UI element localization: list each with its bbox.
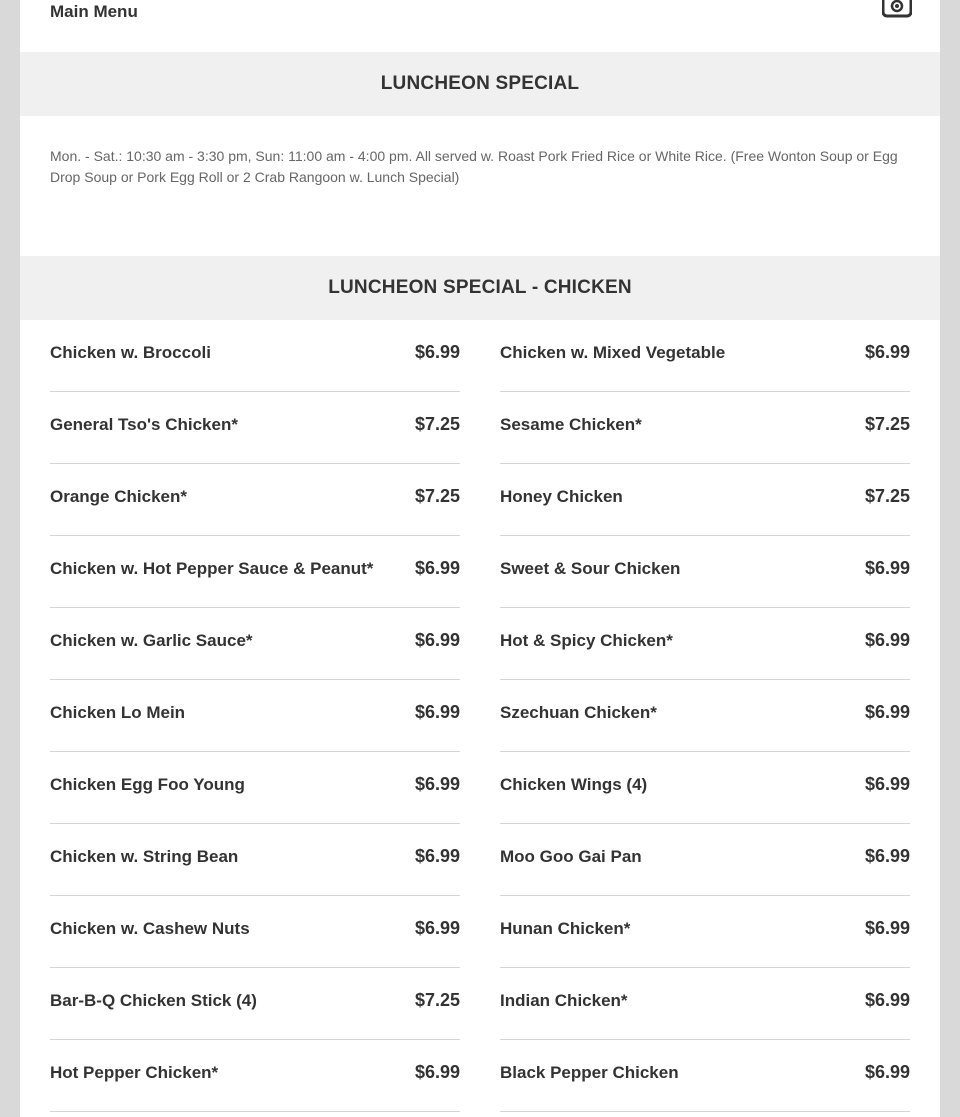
menu-item[interactable] — [500, 392, 910, 464]
menu-item-grid — [20, 320, 940, 1112]
item-name: General Tso's Chicken* — [50, 414, 238, 434]
menu-item[interactable] — [50, 608, 460, 680]
main-menu-title[interactable]: Main Menu — [50, 2, 138, 21]
item-price: $7.25 — [864, 486, 910, 506]
item-name: Chicken w. Mixed Vegetable — [500, 342, 726, 362]
item-price: $6.99 — [414, 558, 460, 578]
item-name: Hot & Spicy Chicken* — [500, 630, 673, 650]
item-price: $6.99 — [414, 342, 460, 362]
menu-item[interactable] — [500, 680, 910, 752]
luncheon-special-description: Mon. - Sat.: 10:30 am - 3:30 pm, Sun: 11:00 am - 4:00 pm. All served w. Roast Pork Fried Rice or White Rice. (Free Wonton Soup or Egg Drop Soup or Pork Egg Roll or 2 Crab Rangoon w. Lunch Special) — [50, 148, 898, 185]
menu-item[interactable] — [50, 464, 460, 536]
item-name: Black Pepper Chicken — [500, 1062, 679, 1082]
item-price: $6.99 — [864, 774, 910, 794]
item-name: Orange Chicken* — [50, 486, 187, 506]
menu-item[interactable] — [500, 896, 910, 968]
menu-item[interactable] — [500, 608, 910, 680]
menu-item[interactable] — [500, 968, 910, 1040]
item-name: Indian Chicken* — [500, 990, 628, 1010]
item-price: $7.25 — [864, 414, 910, 434]
menu-item[interactable] — [50, 320, 460, 392]
item-name: Chicken Egg Foo Young — [50, 774, 245, 794]
item-price: $6.99 — [864, 558, 910, 578]
menu-page — [20, 0, 940, 1117]
item-name: Moo Goo Gai Pan — [500, 846, 642, 866]
item-price: $7.25 — [414, 414, 460, 434]
item-price: $6.99 — [864, 1062, 910, 1082]
item-name: Chicken Wings (4) — [500, 774, 648, 794]
section-title: LUNCHEON SPECIAL - CHICKEN — [328, 277, 632, 298]
item-price: $6.99 — [864, 702, 910, 722]
item-price: $6.99 — [414, 774, 460, 794]
menu-item[interactable] — [50, 392, 460, 464]
item-price: $6.99 — [414, 1062, 460, 1082]
menu-item[interactable] — [500, 1040, 910, 1112]
item-price: $6.99 — [864, 846, 910, 866]
item-name: Chicken Lo Mein — [50, 702, 186, 722]
luncheon-chicken-header — [20, 256, 940, 320]
item-price: $6.99 — [414, 846, 460, 866]
item-price: $6.99 — [864, 918, 910, 938]
item-name: Hunan Chicken* — [500, 918, 631, 938]
menu-item[interactable] — [500, 536, 910, 608]
item-price: $7.25 — [414, 486, 460, 506]
item-name: Bar-B-Q Chicken Stick (4) — [50, 990, 257, 1010]
item-price: $6.99 — [414, 702, 460, 722]
menu-item[interactable] — [50, 536, 460, 608]
item-price: $6.99 — [864, 342, 910, 362]
menu-item[interactable] — [50, 824, 460, 896]
item-price: $6.99 — [864, 990, 910, 1010]
camera-icon[interactable] — [882, 0, 912, 18]
item-name: Hot Pepper Chicken* — [50, 1062, 219, 1082]
item-name: Szechuan Chicken* — [500, 702, 657, 722]
item-name: Chicken w. String Bean — [50, 846, 239, 866]
item-name: Chicken w. Hot Pepper Sauce & Peanut* — [50, 558, 374, 578]
menu-item[interactable] — [50, 968, 460, 1040]
item-name: Honey Chicken — [500, 486, 623, 506]
menu-item[interactable] — [500, 752, 910, 824]
section-title: LUNCHEON SPECIAL — [380, 73, 580, 94]
item-name: Chicken w. Broccoli — [50, 342, 211, 362]
luncheon-special-header — [20, 52, 940, 116]
menu-item[interactable] — [500, 824, 910, 896]
top-bar — [20, 0, 940, 52]
item-name: Chicken w. Cashew Nuts — [50, 918, 250, 938]
item-name: Sesame Chicken* — [500, 414, 642, 434]
item-price: $6.99 — [414, 918, 460, 938]
menu-item[interactable] — [50, 896, 460, 968]
item-price: $6.99 — [864, 630, 910, 650]
menu-item[interactable] — [50, 1040, 460, 1112]
menu-item[interactable] — [50, 680, 460, 752]
item-name: Chicken w. Garlic Sauce* — [50, 630, 253, 650]
item-name: Sweet & Sour Chicken — [500, 558, 681, 578]
item-price: $6.99 — [414, 630, 460, 650]
menu-item[interactable] — [500, 320, 910, 392]
item-price: $7.25 — [414, 990, 460, 1010]
menu-item[interactable] — [500, 464, 910, 536]
menu-item[interactable] — [50, 752, 460, 824]
